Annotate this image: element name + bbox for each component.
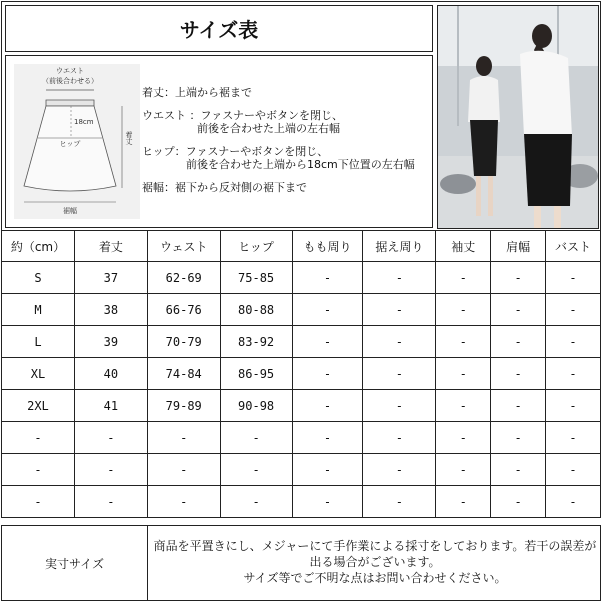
table-cell: - xyxy=(74,486,147,518)
table-cell: - xyxy=(436,422,491,454)
table-cell: - xyxy=(436,486,491,518)
table-row xyxy=(2,422,601,454)
table-cell: - xyxy=(436,326,491,358)
table-cell: - xyxy=(491,262,546,294)
header-cell: 着丈 xyxy=(74,231,147,262)
table-cell: - xyxy=(292,294,363,326)
skirt-diagram xyxy=(14,64,140,219)
table-cell: - xyxy=(436,390,491,422)
table-cell: - xyxy=(147,454,220,486)
table-cell: - xyxy=(292,390,363,422)
table-row xyxy=(2,390,601,422)
table-cell: 39 xyxy=(74,326,147,358)
table-cell: - xyxy=(363,422,436,454)
table-cell: - xyxy=(546,390,601,422)
header-cell: ヒップ xyxy=(220,231,292,262)
header-cell: 肩幅 xyxy=(491,231,546,262)
table-cell: - xyxy=(436,262,491,294)
table-cell: 74-84 xyxy=(147,358,220,390)
table-cell: - xyxy=(292,454,363,486)
header-section xyxy=(1,1,601,231)
header-cell: ウェスト xyxy=(147,231,220,262)
table-cell: - xyxy=(363,454,436,486)
table-cell: 2XL xyxy=(2,390,75,422)
table-cell: - xyxy=(292,262,363,294)
header-cell: バスト xyxy=(546,231,601,262)
note-waist: ウエスト ：ファスナーやボタンを閉じ、 前後を合わせた上端の左右幅 xyxy=(142,109,344,135)
size-table xyxy=(1,230,601,518)
table-cell: 37 xyxy=(74,262,147,294)
table-cell: - xyxy=(546,326,601,358)
diagram-length-label: 着丈 xyxy=(125,131,133,145)
header-cell: もも周り xyxy=(292,231,363,262)
diagram-hem-label: 裾幅 xyxy=(63,207,77,215)
size-chart-title: サイズ表 xyxy=(5,5,433,52)
measurement-guide xyxy=(5,55,433,228)
table-cell: - xyxy=(436,454,491,486)
model-photo-illustration xyxy=(438,6,599,229)
table-cell: - xyxy=(546,262,601,294)
table-cell: - xyxy=(292,326,363,358)
table-row xyxy=(2,294,601,326)
table-cell: XL xyxy=(2,358,75,390)
table-cell: 70-79 xyxy=(147,326,220,358)
table-cell: - xyxy=(147,486,220,518)
table-cell: - xyxy=(491,294,546,326)
table-cell: - xyxy=(491,358,546,390)
table-cell: - xyxy=(220,454,292,486)
table-cell: - xyxy=(147,422,220,454)
table-cell: - xyxy=(491,486,546,518)
table-cell: 80-88 xyxy=(220,294,292,326)
table-cell: - xyxy=(292,358,363,390)
table-cell: 90-98 xyxy=(220,390,292,422)
table-cell: - xyxy=(220,422,292,454)
table-cell: - xyxy=(546,358,601,390)
table-cell: - xyxy=(292,486,363,518)
note-hip: ヒップ：ファスナーやボタンを閉じ、 前後を合わせた上端から18cm下位置の左右幅 xyxy=(142,145,415,171)
table-cell: 40 xyxy=(74,358,147,390)
table-row xyxy=(2,358,601,390)
table-cell: S xyxy=(2,262,75,294)
table-cell: 86-95 xyxy=(220,358,292,390)
table-cell: - xyxy=(491,454,546,486)
table-cell: - xyxy=(2,422,75,454)
table-cell: - xyxy=(74,454,147,486)
diagram-hip-offset: 18cm xyxy=(74,118,94,126)
table-cell: L xyxy=(2,326,75,358)
table-cell: - xyxy=(2,486,75,518)
table-cell: M xyxy=(2,294,75,326)
header-cell: 据え周り xyxy=(363,231,436,262)
table-cell: - xyxy=(292,422,363,454)
table-cell: - xyxy=(363,358,436,390)
table-cell: - xyxy=(491,326,546,358)
table-cell: 66-76 xyxy=(147,294,220,326)
product-photo xyxy=(437,5,599,229)
measurement-notes xyxy=(142,86,432,204)
table-cell: 75-85 xyxy=(220,262,292,294)
table-header-row xyxy=(2,231,601,262)
diagram-hip-label: ヒップ xyxy=(59,140,81,148)
table-cell: 41 xyxy=(74,390,147,422)
table-row xyxy=(2,326,601,358)
table-cell: - xyxy=(436,358,491,390)
table-cell: - xyxy=(546,422,601,454)
table-cell: - xyxy=(363,326,436,358)
table-cell: - xyxy=(546,454,601,486)
table-cell: 79-89 xyxy=(147,390,220,422)
table-cell: - xyxy=(491,422,546,454)
footer-label: 実寸サイズ xyxy=(2,526,148,600)
table-cell: - xyxy=(546,486,601,518)
table-cell: - xyxy=(220,486,292,518)
size-chart xyxy=(1,1,601,601)
table-cell: 83-92 xyxy=(220,326,292,358)
table-row xyxy=(2,486,601,518)
table-cell: - xyxy=(546,294,601,326)
table-cell: - xyxy=(74,422,147,454)
table-row xyxy=(2,454,601,486)
note-length: 着丈：上端から裾まで xyxy=(142,86,252,99)
table-row xyxy=(2,262,601,294)
footer-section xyxy=(1,525,601,601)
header-cell: 約（cm） xyxy=(2,231,75,262)
diagram-waist-label: ウエスト xyxy=(56,67,84,75)
table-cell: - xyxy=(436,294,491,326)
header-cell: 袖丈 xyxy=(436,231,491,262)
table-cell: - xyxy=(363,390,436,422)
footer-note: 商品を平置きにし、メジャーにて手作業による採寸をしております。若干の誤差が出る場合がございます。 サイズ等でご不明な点はお問い合わせください。 xyxy=(153,539,597,585)
table-cell: - xyxy=(491,390,546,422)
diagram-waist-sub: （前後合わせる） xyxy=(42,77,98,85)
table-cell: 62-69 xyxy=(147,262,220,294)
table-cell: - xyxy=(363,486,436,518)
note-hem: 裾幅：裾下から反対側の裾下まで xyxy=(142,181,307,194)
table-cell: - xyxy=(363,262,436,294)
table-cell: - xyxy=(363,294,436,326)
table-cell: - xyxy=(2,454,75,486)
table-cell: 38 xyxy=(74,294,147,326)
